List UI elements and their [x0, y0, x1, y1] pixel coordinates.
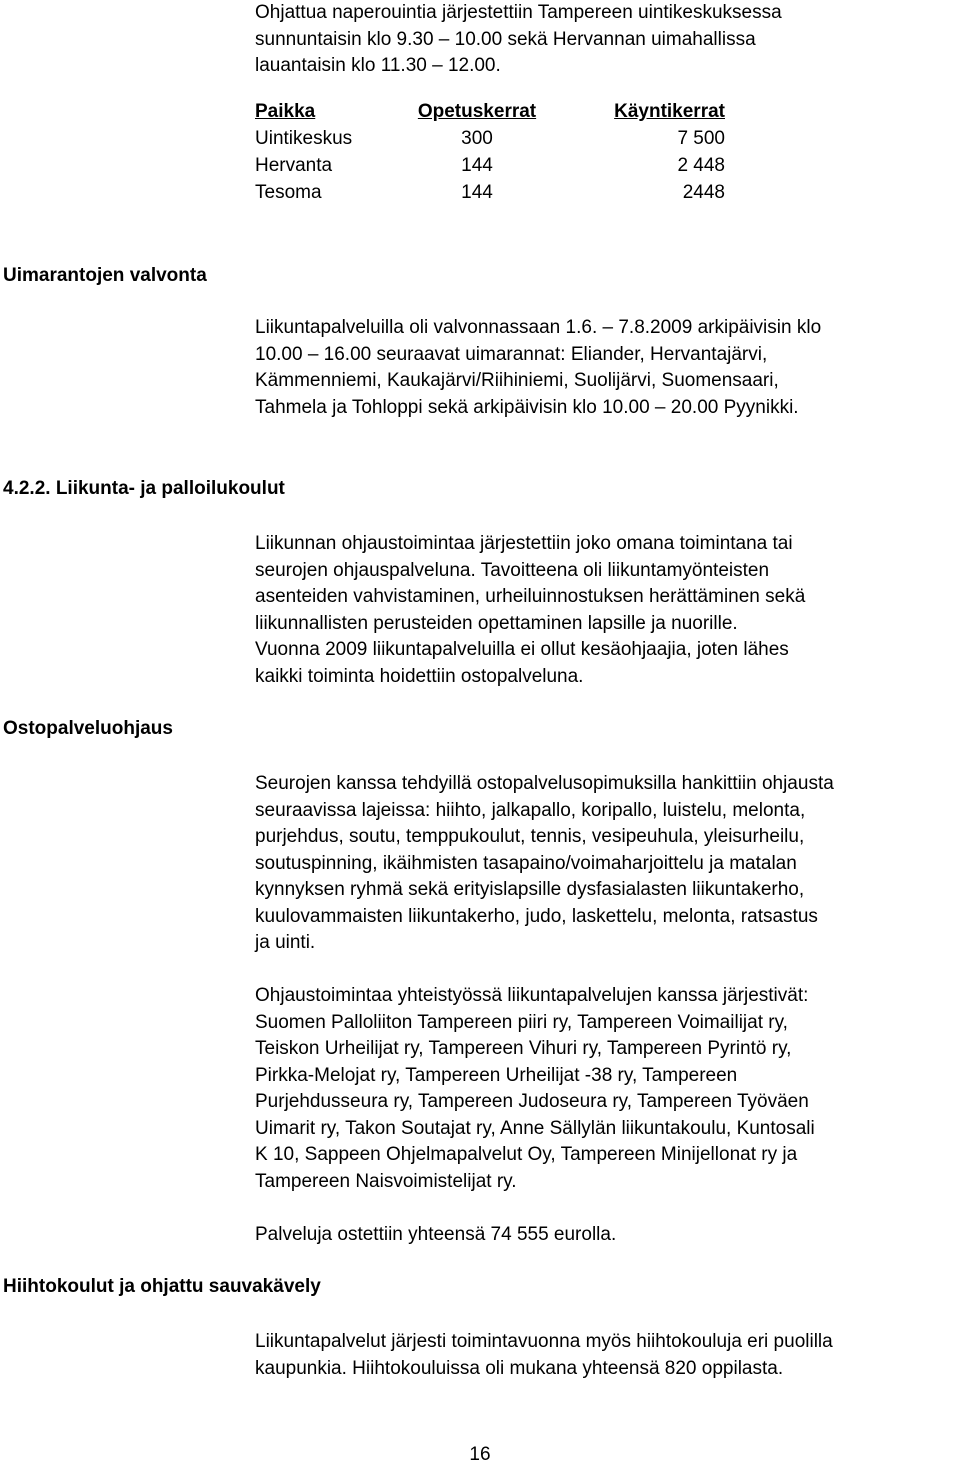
hiihto-paragraph: Liikuntapalvelut järjesti toimintavuonna myös hiihtokouluja eri puolilla kaupunkia. Hiihtokouluissa oli mukana yhteensä 820 oppilasta. [255, 1331, 833, 1379]
table-cell: Uintikeskus [255, 128, 353, 149]
table-cell: 300 [461, 128, 493, 149]
table-cell: 144 [461, 155, 493, 176]
table-header-paikka: Paikka [255, 101, 316, 122]
table-cell: 2 448 [677, 155, 725, 176]
table-cell: Hervanta [255, 155, 333, 176]
table-row [255, 128, 725, 155]
intro-paragraph: Ohjattua naperouintia järjestettiin Tampereen uintikeskuksessa sunnuntaisin klo 9.30 – 10.00 sekä Hervannan uimahallissa lauantaisin klo 11.30 – 12.00. [255, 2, 782, 76]
table-cell: 2448 [682, 182, 725, 203]
ostopalvelu-paragraph-3: Palveluja ostettiin yhteensä 74 555 eurolla. [255, 1224, 617, 1245]
uimarannat-paragraph: Liikuntapalveluilla oli valvonnassaan 1.6. – 7.8.2009 arkipäivisin klo 10.00 – 16.00 seuraavat uimarannat: Eliander, Hervantajärvi, Kämmenniemi, Kaukajärvi/Riihiniemi, Suolijärvi, Suomensaari, Tahmela ja Tohloppi sekä arkipäivisin klo 10.00 – 20.00 Pyynikki. [255, 317, 822, 418]
swimming-lessons-table [255, 101, 725, 209]
table-header-row [255, 101, 725, 128]
page-number: 16 [469, 1444, 491, 1465]
table-header-opetuskerrat: Opetuskerrat [417, 101, 537, 122]
table-cell: 7 500 [677, 128, 725, 149]
ostopalvelu-paragraph-1: Seurojen kanssa tehdyillä ostopalvelusopimuksilla hankittiin ohjausta seuraavissa lajeissa: hiihto, jalkapallo, koripallo, luistelu, melonta, purjehdus, soutu, temppukoulut, tennis, vesipeuhula, yleisurheilu, soutuspinning, ikäihmisten tasapaino/voimaharjoittelu ja matalan kynnyksen ryhmä sekä erityislapsille dysfasialasten liikuntakerho, kuulovammaisten liikuntakerho, judo, laskettelu, melonta, ratsastus ja uinti. [255, 773, 834, 953]
table-row [255, 155, 725, 182]
table-cell: Tesoma [255, 182, 322, 203]
heading-hiihtokoulut: Hiihtokoulut ja ohjattu sauvakävely [3, 1276, 321, 1297]
table-header-kayntikerrat: Käyntikerrat [614, 101, 725, 122]
table-row [255, 182, 725, 209]
heading-liikunta-palloilukoulut: 4.2.2. Liikunta- ja palloilukoulut [3, 478, 285, 499]
ostopalvelu-paragraph-2: Ohjaustoimintaa yhteistyössä liikuntapalvelujen kanssa järjestivät: Suomen Palloliiton Tampereen piiri ry, Tampereen Voimailijat ry, Teiskon Urheilijat ry, Tampereen Vihuri ry, Tampereen Pyrintö ry, Pirkka-Melojat ry, Tampereen Urheilijat -38 ry, Tampereen Purjehdusseura ry, Tampereen Judoseura ry, Tampereen Työväen Uimarit ry, Takon Soutajat ry, Anne Sällylän liikuntakoulu, Kuntosali K 10, Sappeen Ohjelmapalvelut Oy, Tampereen Minijellonat ry ja Tampereen Naisvoimistelijat ry. [255, 985, 815, 1192]
heading-uimarannat: Uimarantojen valvonta [3, 265, 207, 286]
heading-ostopalveluohjaus: Ostopalveluohjaus [3, 718, 173, 739]
liikunta-paragraph: Liikunnan ohjaustoimintaa järjestettiin joko omana toimintana tai seurojen ohjauspalveluna. Tavoitteena oli liikuntamyönteisten asenteiden vahvistaminen, urheiluinnostuksen herättäminen sekä liikunnallisten perusteiden opettaminen lapsille ja nuorille. Vuonna 2009 liikuntapalveluilla ei ollut kesäohjaajia, joten lähes kaikki toiminta hoidettiin ostopalveluna. [255, 533, 806, 687]
table-cell: 144 [461, 182, 493, 203]
